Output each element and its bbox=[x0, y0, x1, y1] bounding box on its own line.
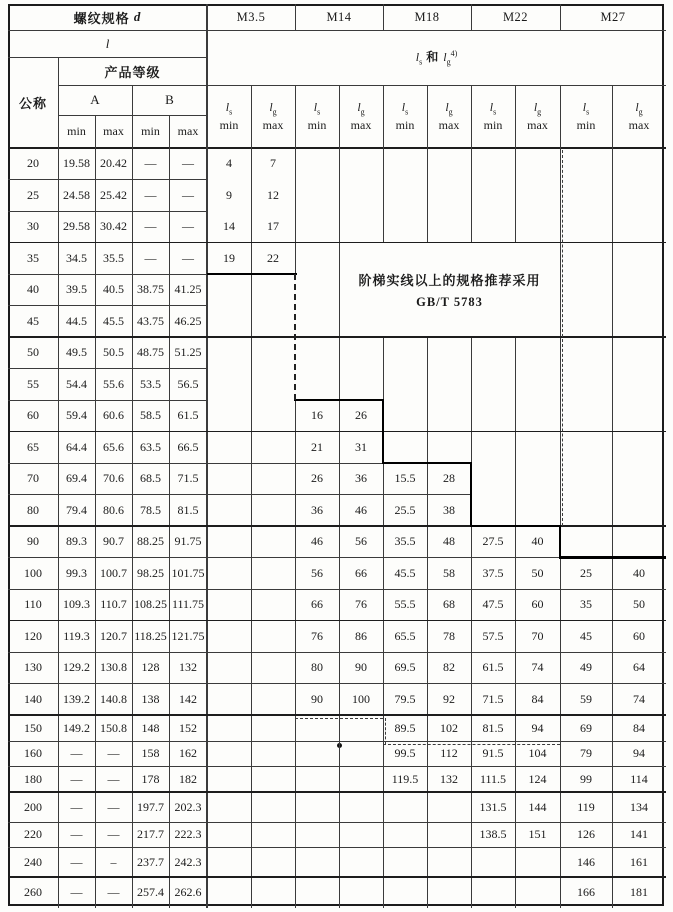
cell-l200-nominal: 200 bbox=[24, 799, 42, 814]
cell-l80-m14-ls: 36 bbox=[311, 502, 323, 517]
cell-l180-b-max: 182 bbox=[179, 771, 197, 786]
cell-l180-m18-ls: 119.5 bbox=[391, 771, 419, 786]
note-line2: GB/T 5783 bbox=[416, 294, 483, 309]
cell-l45-b-min: 43.75 bbox=[137, 313, 164, 328]
cell-l130-m18-lg: 82 bbox=[443, 660, 455, 675]
cell-l240-m27-lg: 161 bbox=[630, 854, 648, 869]
grid-line bbox=[8, 57, 207, 58]
cell-l200-m27-ls: 119 bbox=[577, 799, 595, 814]
cell-l140-m18-ls: 79.5 bbox=[394, 691, 416, 706]
cell-l260-a-min: — bbox=[70, 885, 83, 899]
cell-l110-m14-lg: 76 bbox=[355, 597, 367, 612]
cell-l100-b-min: 98.25 bbox=[137, 565, 164, 580]
cell-l160-m27-lg: 94 bbox=[633, 746, 645, 760]
cell-l45-a-max: 45.5 bbox=[103, 313, 124, 328]
cell-l180-m22-lg: 124 bbox=[528, 771, 547, 786]
cell-l160-b-max: 162 bbox=[179, 746, 197, 760]
cell-l70-m18-lg: 28 bbox=[443, 471, 455, 486]
grid-line bbox=[169, 115, 170, 148]
cell-l45-a-min: 44.5 bbox=[66, 313, 87, 328]
cell-l200-a-min: — bbox=[70, 799, 83, 814]
header-m22-ls: $l_s$ min bbox=[483, 99, 503, 133]
cell-l240-m27-ls: 146 bbox=[577, 854, 595, 869]
cell-l40-a-min: 39.5 bbox=[66, 282, 87, 297]
cell-l65-b-max: 66.5 bbox=[177, 439, 199, 454]
cell-l220-m22-ls: 138.5 bbox=[479, 827, 507, 841]
cell-l180-m18-lg: 132 bbox=[440, 771, 458, 786]
cell-l130-nominal: 130 bbox=[24, 660, 42, 675]
cell-l150-m18-ls: 89.5 bbox=[394, 720, 416, 735]
cell-l25-a-min: 24.58 bbox=[63, 187, 90, 202]
cell-l100-b-max: 101.75 bbox=[171, 565, 205, 580]
cell-l50-b-max: 51.25 bbox=[174, 345, 202, 360]
cell-l60-a-min: 59.4 bbox=[66, 408, 87, 423]
cell-l240-b-min: 237.7 bbox=[137, 854, 164, 869]
grid-line bbox=[560, 4, 561, 30]
cell-l120-nominal: 120 bbox=[24, 628, 42, 643]
cell-l110-nominal: 110 bbox=[24, 597, 42, 612]
cell-l20-a-max: 20.42 bbox=[100, 156, 127, 171]
cell-l25-m3-5-ls: 9 bbox=[226, 187, 232, 202]
header-a-min: min bbox=[67, 124, 86, 138]
cell-l80-nominal: 80 bbox=[27, 502, 39, 517]
cell-l25-a-max: 25.42 bbox=[100, 187, 127, 202]
cell-l140-m14-ls: 90 bbox=[311, 691, 323, 706]
grid-line bbox=[383, 148, 384, 243]
cell-l110-m22-lg: 60 bbox=[531, 597, 544, 612]
cell-l65-m14-lg: 31 bbox=[355, 439, 367, 454]
cell-l150-m27-ls: 69 bbox=[580, 720, 592, 735]
cell-l80-m14-lg: 46 bbox=[355, 502, 367, 517]
cell-l180-m27-lg: 114 bbox=[630, 771, 648, 786]
cell-l100-m27-lg: 40 bbox=[633, 565, 645, 580]
cell-l100-a-min: 99.3 bbox=[66, 565, 87, 580]
cell-l130-m22-ls: 61.5 bbox=[482, 660, 504, 675]
header-size-m3-5: M3.5 bbox=[236, 9, 266, 24]
cell-l50-a-min: 49.5 bbox=[66, 345, 87, 360]
header-size-m22: M22 bbox=[502, 9, 529, 24]
cell-l60-m14-lg: 26 bbox=[355, 408, 367, 423]
cell-l240-a-max: – bbox=[110, 854, 117, 869]
cell-l50-a-max: 50.5 bbox=[103, 345, 124, 360]
grid-line bbox=[132, 85, 133, 148]
cell-l30-m3-5-lg: 17 bbox=[267, 219, 279, 234]
cell-l160-b-min: 158 bbox=[141, 746, 160, 760]
cell-l80-a-max: 80.6 bbox=[103, 502, 124, 517]
cell-l70-a-max: 70.6 bbox=[103, 471, 124, 486]
cell-l200-b-min: 197.7 bbox=[137, 799, 164, 814]
cell-l140-m22-lg: 84 bbox=[531, 691, 544, 706]
cell-l30-a-min: 29.58 bbox=[63, 219, 90, 234]
header-ls-lg-span: $l_s$ 和 $l_g^{4)}$ bbox=[415, 49, 458, 67]
cell-l20-b-min: — bbox=[144, 156, 157, 171]
cell-l100-nominal: 100 bbox=[24, 565, 42, 580]
cell-l70-m14-lg: 36 bbox=[355, 471, 367, 486]
cell-l260-b-max: 262.6 bbox=[174, 885, 202, 899]
cell-l35-b-max: — bbox=[182, 250, 194, 265]
cell-l80-m18-lg: 38 bbox=[443, 502, 455, 517]
cell-l30-a-max: 30.42 bbox=[100, 219, 127, 234]
cell-l130-a-min: 129.2 bbox=[63, 660, 90, 675]
cell-l220-b-max: 222.3 bbox=[174, 827, 202, 841]
header-m3-5-lg: $l_g$ max bbox=[262, 99, 284, 133]
cell-l120-m22-ls: 57.5 bbox=[482, 628, 504, 643]
cell-l200-m27-lg: 134 bbox=[630, 799, 648, 814]
cell-l160-m22-ls: 91.5 bbox=[482, 746, 504, 760]
cell-l160-m18-lg: 112 bbox=[440, 746, 458, 760]
header-size-m18: M18 bbox=[414, 9, 440, 24]
cell-l120-m14-ls: 76 bbox=[311, 628, 323, 643]
cell-l90-a-min: 89.3 bbox=[66, 534, 87, 549]
cell-l90-m22-lg: 40 bbox=[531, 534, 544, 549]
cell-l160-m22-lg: 104 bbox=[528, 746, 547, 760]
cell-l200-b-max: 202.3 bbox=[174, 799, 202, 814]
cell-l140-a-min: 139.2 bbox=[63, 691, 90, 706]
cell-l65-a-min: 64.4 bbox=[66, 439, 87, 454]
cell-l200-m22-lg: 144 bbox=[528, 799, 547, 814]
cell-l25-nominal: 25 bbox=[27, 187, 39, 202]
cell-l110-m18-ls: 55.5 bbox=[394, 597, 416, 612]
cell-l260-m27-ls: 166 bbox=[577, 885, 595, 899]
cell-l35-a-min: 34.5 bbox=[66, 250, 87, 265]
cell-l30-b-max: — bbox=[182, 219, 194, 234]
cell-l55-nominal: 55 bbox=[27, 376, 39, 391]
cell-l150-a-max: 150.8 bbox=[100, 720, 127, 735]
cell-l55-a-max: 55.6 bbox=[103, 376, 124, 391]
cell-l35-a-max: 35.5 bbox=[103, 250, 124, 265]
cell-l60-a-max: 60.6 bbox=[103, 408, 124, 423]
cell-l90-m18-ls: 35.5 bbox=[394, 534, 416, 549]
cell-l20-a-min: 19.58 bbox=[63, 156, 90, 171]
cell-l120-m14-lg: 86 bbox=[355, 628, 367, 643]
cell-l150-nominal: 150 bbox=[24, 720, 42, 735]
cell-l80-m18-ls: 25.5 bbox=[394, 502, 416, 517]
cell-l100-m22-ls: 37.5 bbox=[482, 565, 504, 580]
cell-l65-b-min: 63.5 bbox=[140, 439, 161, 454]
cell-l120-m18-ls: 65.5 bbox=[394, 628, 416, 643]
cell-l180-a-max: — bbox=[107, 771, 120, 786]
cell-l100-a-max: 100.7 bbox=[100, 565, 127, 580]
cell-l20-nominal: 20 bbox=[27, 156, 39, 171]
cell-l240-a-min: — bbox=[70, 854, 83, 869]
cell-l35-m3-5-ls: 19 bbox=[223, 250, 235, 265]
cell-l65-a-max: 65.6 bbox=[103, 439, 124, 454]
cell-l130-m14-lg: 90 bbox=[355, 660, 367, 675]
cell-l50-b-min: 48.75 bbox=[137, 345, 164, 360]
cell-l260-nominal: 260 bbox=[24, 885, 42, 899]
cell-l140-m27-lg: 74 bbox=[633, 691, 645, 706]
cell-l60-b-max: 61.5 bbox=[177, 408, 199, 423]
cell-l130-m18-ls: 69.5 bbox=[394, 660, 416, 675]
dashed-line-m27-left bbox=[562, 150, 563, 526]
cell-l120-m27-ls: 45 bbox=[580, 628, 592, 643]
cell-l100-m27-ls: 25 bbox=[580, 565, 592, 580]
cell-l240-b-max: 242.3 bbox=[174, 854, 202, 869]
cell-l220-m27-lg: 141 bbox=[630, 827, 648, 841]
cell-l150-m27-lg: 84 bbox=[633, 720, 645, 735]
cell-l100-m18-ls: 45.5 bbox=[394, 565, 416, 580]
header-thread-spec bbox=[8, 4, 207, 30]
header-m14-ls: $l_s$ min bbox=[307, 99, 327, 133]
cell-l110-b-min: 108.25 bbox=[134, 597, 167, 612]
cell-l150-m22-lg: 94 bbox=[531, 720, 544, 735]
cell-l150-b-min: 148 bbox=[141, 720, 160, 735]
cell-l130-a-max: 130.8 bbox=[100, 660, 127, 675]
cell-l110-a-max: 110.7 bbox=[100, 597, 127, 612]
thread-spec-label: 螺纹规格 bbox=[73, 10, 130, 26]
cell-l130-m14-ls: 80 bbox=[311, 660, 323, 675]
cell-l90-nominal: 90 bbox=[27, 534, 39, 549]
grid-line bbox=[471, 148, 472, 243]
step-dashed-vertical bbox=[294, 274, 296, 400]
cell-l130-m27-lg: 64 bbox=[633, 660, 645, 675]
cell-l120-a-max: 120.7 bbox=[100, 628, 127, 643]
cell-l55-b-max: 56.5 bbox=[177, 376, 199, 391]
cell-l50-nominal: 50 bbox=[27, 345, 39, 360]
cell-l80-b-min: 78.5 bbox=[140, 502, 161, 517]
cell-l90-b-min: 88.25 bbox=[137, 534, 164, 549]
cell-l150-a-min: 149.2 bbox=[63, 720, 90, 735]
cell-l90-a-max: 90.7 bbox=[103, 534, 124, 549]
header-m22-lg: $l_g$ max bbox=[527, 99, 548, 133]
cell-l140-m22-ls: 71.5 bbox=[482, 691, 504, 706]
cell-l100-m22-lg: 50 bbox=[531, 565, 544, 580]
header-size-m14: M14 bbox=[326, 9, 352, 24]
cell-l30-b-min: — bbox=[144, 219, 157, 234]
cell-l100-m14-lg: 66 bbox=[355, 565, 367, 580]
grid-line bbox=[8, 30, 666, 31]
cell-l80-b-max: 81.5 bbox=[177, 502, 199, 517]
cell-l110-m14-ls: 66 bbox=[311, 597, 323, 612]
cell-l35-m3-5-lg: 22 bbox=[267, 250, 279, 265]
cell-l90-m14-ls: 46 bbox=[311, 534, 323, 549]
cell-l65-nominal: 65 bbox=[27, 439, 39, 454]
cell-l70-nominal: 70 bbox=[27, 471, 39, 486]
cell-l130-m27-ls: 49 bbox=[580, 660, 592, 675]
thread-spec-symbol: d bbox=[133, 9, 142, 24]
cell-l180-m27-ls: 99 bbox=[580, 771, 592, 786]
cell-l140-m27-ls: 59 bbox=[580, 691, 592, 706]
cell-l160-m27-ls: 79 bbox=[580, 746, 592, 760]
cell-l150-m18-lg: 102 bbox=[440, 720, 458, 735]
cell-l80-a-min: 79.4 bbox=[66, 502, 87, 517]
cell-l260-b-min: 257.4 bbox=[137, 885, 164, 899]
cell-l110-a-min: 109.3 bbox=[63, 597, 90, 612]
cell-l100-m14-ls: 56 bbox=[311, 565, 323, 580]
cell-l90-m22-ls: 27.5 bbox=[482, 534, 504, 549]
cell-l60-m14-ls: 16 bbox=[311, 408, 323, 423]
cell-l35-b-min: — bbox=[144, 250, 157, 265]
cell-l160-nominal: 160 bbox=[24, 746, 42, 760]
header-b-min: min bbox=[141, 124, 160, 138]
cell-l120-m27-lg: 60 bbox=[633, 628, 645, 643]
cell-l200-a-max: — bbox=[107, 799, 120, 814]
cell-l220-b-min: 217.7 bbox=[137, 827, 164, 841]
cell-l220-m22-lg: 151 bbox=[528, 827, 547, 841]
grid-line bbox=[471, 4, 472, 30]
header-product-grade: 产品等级 bbox=[104, 64, 161, 80]
cell-l120-a-min: 119.3 bbox=[63, 628, 90, 643]
cell-l120-b-max: 121.75 bbox=[171, 628, 205, 643]
note-line1: 阶梯实线以上的规格推荐采用 bbox=[358, 272, 541, 288]
grid-line bbox=[58, 57, 59, 148]
cell-l45-nominal: 45 bbox=[27, 313, 39, 328]
cell-l180-m22-ls: 111.5 bbox=[479, 771, 507, 786]
cell-l220-a-max: — bbox=[107, 827, 120, 841]
header-m27-lg: $l_g$ max bbox=[628, 99, 650, 133]
cell-l260-m27-lg: 181 bbox=[630, 885, 648, 899]
cell-l140-m18-lg: 92 bbox=[443, 691, 455, 706]
grid-line bbox=[383, 4, 384, 30]
grid-line bbox=[515, 148, 516, 243]
header-m14-lg: $l_g$ max bbox=[350, 99, 372, 133]
cell-l20-m3-5-ls: 4 bbox=[226, 156, 232, 171]
header-m3-5-ls: $l_s$ min bbox=[219, 99, 239, 133]
cell-l180-b-min: 178 bbox=[141, 771, 160, 786]
cell-l70-b-min: 68.5 bbox=[140, 471, 161, 486]
header-m18-ls: $l_s$ min bbox=[395, 99, 415, 133]
cell-l120-m18-lg: 78 bbox=[443, 628, 455, 643]
cell-l150-b-max: 152 bbox=[179, 720, 197, 735]
cell-l70-m14-ls: 26 bbox=[311, 471, 323, 486]
cell-l200-m22-ls: 131.5 bbox=[479, 799, 507, 814]
header-grade-a: A bbox=[90, 92, 100, 107]
grid-line bbox=[427, 148, 428, 243]
cell-l25-b-max: — bbox=[182, 187, 194, 202]
cell-l70-a-min: 69.4 bbox=[66, 471, 87, 486]
dashed-line-row150-top bbox=[295, 718, 383, 719]
cell-l90-m14-lg: 56 bbox=[355, 534, 367, 549]
cell-l150-m22-ls: 81.5 bbox=[482, 720, 504, 735]
grid-line bbox=[58, 115, 207, 116]
cell-l140-a-max: 140.8 bbox=[100, 691, 127, 706]
cell-l25-b-min: — bbox=[144, 187, 157, 202]
cell-l260-a-max: — bbox=[107, 885, 120, 899]
cell-l90-b-max: 91.75 bbox=[174, 534, 202, 549]
cell-l140-m14-lg: 100 bbox=[352, 691, 370, 706]
cell-l220-m27-ls: 126 bbox=[577, 827, 595, 841]
cell-l220-nominal: 220 bbox=[24, 827, 42, 841]
cell-l40-b-min: 38.75 bbox=[137, 282, 164, 297]
cell-l30-m3-5-ls: 14 bbox=[223, 219, 235, 234]
cell-l30-nominal: 30 bbox=[27, 219, 39, 234]
note-block bbox=[339, 243, 560, 336]
cell-l160-m18-ls: 99.5 bbox=[394, 746, 416, 760]
cell-l180-a-min: — bbox=[70, 771, 83, 786]
cell-l120-m22-lg: 70 bbox=[531, 628, 544, 643]
cell-l110-b-max: 111.75 bbox=[171, 597, 205, 612]
cell-l20-b-max: — bbox=[182, 156, 194, 171]
cell-l40-b-max: 41.25 bbox=[174, 282, 202, 297]
cell-l60-b-min: 58.5 bbox=[140, 408, 161, 423]
cell-l55-a-min: 54.4 bbox=[66, 376, 87, 391]
grid-line bbox=[295, 4, 296, 30]
cell-l55-b-min: 53.5 bbox=[140, 376, 161, 391]
cell-l110-m22-ls: 47.5 bbox=[482, 597, 504, 612]
cell-l130-m22-lg: 74 bbox=[531, 660, 544, 675]
cell-l130-b-min: 128 bbox=[141, 660, 160, 675]
cell-l20-m3-5-lg: 7 bbox=[270, 156, 276, 171]
cell-l35-nominal: 35 bbox=[27, 250, 39, 265]
cell-l160-a-max: — bbox=[107, 746, 120, 760]
header-m18-lg: $l_g$ max bbox=[438, 99, 460, 133]
cell-l140-b-max: 142 bbox=[179, 691, 197, 706]
cell-l45-b-max: 46.25 bbox=[174, 313, 202, 328]
header-b-max: max bbox=[177, 124, 199, 138]
cell-l180-nominal: 180 bbox=[24, 771, 42, 786]
cell-l240-nominal: 240 bbox=[24, 854, 42, 869]
cell-l70-b-max: 71.5 bbox=[177, 471, 199, 486]
header-grade-b: B bbox=[165, 92, 174, 107]
cell-l60-nominal: 60 bbox=[27, 408, 39, 423]
cell-l220-a-min: — bbox=[70, 827, 83, 841]
cell-l25-m3-5-lg: 12 bbox=[267, 187, 279, 202]
cell-l70-m18-ls: 15.5 bbox=[394, 471, 416, 486]
cell-l65-m14-ls: 21 bbox=[311, 439, 323, 454]
cell-l160-a-min: — bbox=[70, 746, 83, 760]
cell-l100-m18-lg: 58 bbox=[443, 565, 455, 580]
cell-l120-b-min: 118.25 bbox=[134, 628, 167, 643]
header-size-m27: M27 bbox=[600, 9, 626, 24]
header-l-length: l bbox=[105, 35, 110, 51]
cell-l110-m27-ls: 35 bbox=[580, 597, 592, 612]
cell-l90-m18-lg: 48 bbox=[443, 534, 455, 549]
cell-l140-nominal: 140 bbox=[24, 691, 42, 706]
cell-l110-m27-lg: 50 bbox=[633, 597, 645, 612]
cell-l40-a-max: 40.5 bbox=[103, 282, 124, 297]
header-m27-ls: $l_s$ min bbox=[576, 99, 596, 133]
cell-l140-b-min: 138 bbox=[141, 691, 160, 706]
cell-l40-nominal: 40 bbox=[27, 282, 39, 297]
header-a-max: max bbox=[103, 124, 124, 138]
header-nominal: 公称 bbox=[18, 96, 47, 111]
cell-l130-b-max: 132 bbox=[179, 660, 197, 675]
grid-line bbox=[95, 115, 96, 148]
cell-l110-m18-lg: 68 bbox=[443, 597, 455, 612]
